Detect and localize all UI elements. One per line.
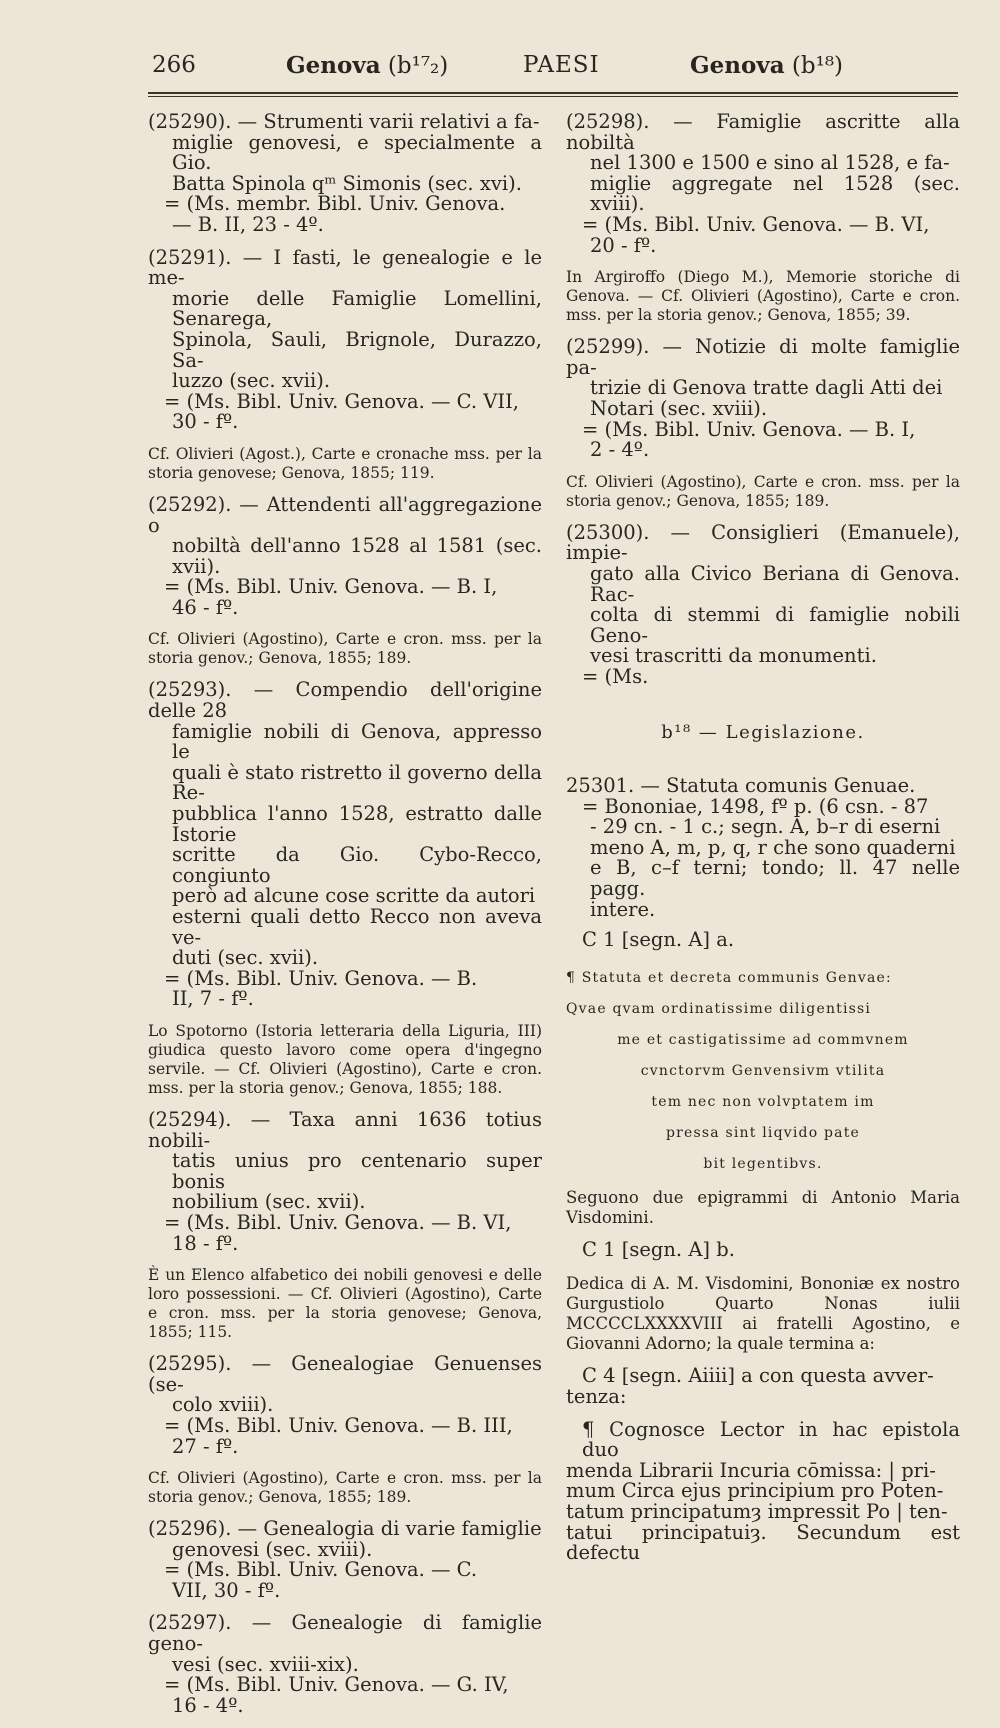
cognosce-quote: [566, 1417, 960, 1565]
entry-line: famiglie nobili di Genova, appresso le: [172, 719, 542, 764]
entry-line: miglie genovesi, e specialmente a Gio.: [172, 130, 542, 175]
entry-line: — B. II, 23 - 4º.: [172, 212, 324, 236]
entry-line: colo xviii).: [172, 1393, 274, 1417]
entry-line: nobiltà dell'anno 1528 al 1581 (sec. xvii).: [172, 534, 542, 578]
entry-line: tatum principatumȝ impressit Po | ten-: [566, 1499, 948, 1523]
entry-line: 46 - fº.: [172, 595, 239, 619]
entry-25292: [148, 492, 542, 619]
entry-line: 2 - 4º.: [590, 438, 650, 462]
entry-line: (25293). — Compendio dell'origine delle 28: [148, 678, 542, 723]
entry-25301: [566, 776, 960, 951]
entry-line: 25301. — Statuta comunis Genuae.: [566, 774, 916, 798]
title-line: ¶ Statuta et decreta communis Genvae:: [566, 969, 892, 986]
entry-line: pubblica l'anno 1528, estratto dalle Istorie: [172, 802, 542, 846]
entry-line: luzzo (sec. xvii).: [172, 369, 331, 393]
entry-line: = (Ms. Bibl. Univ. Genova. — B. I,: [164, 575, 498, 599]
entry-line: (25290). — Strumenti varii relativi a fa-: [148, 110, 540, 133]
entry-line: meno A, m, p, q, r che sono quaderni: [590, 835, 956, 859]
collation-c4: [566, 1366, 960, 1407]
entry-25300: [566, 520, 960, 688]
entry-line: VII, 30 - fº.: [172, 1578, 281, 1602]
entry-line: scritte da Gio. Cybo-Recco, congiunto: [172, 843, 542, 887]
epigrammi-note: Seguono due epigrammi di Antonio Maria Visdomini.: [566, 1187, 960, 1227]
entry-line: duti (sec. xvii).: [172, 946, 319, 970]
entry-line: (25300). — Consiglieri (Emanuele), impie-: [566, 520, 960, 565]
section-heading: b¹⁸ — Legislazione.: [661, 722, 865, 744]
entry-line: = (Ms. Bibl. Univ. Genova. — B. III,: [164, 1413, 513, 1437]
collation-line: C 1 [segn. A] b.: [582, 1237, 735, 1261]
header-left-title: Genova (b¹⁷₂): [286, 52, 449, 79]
entry-line: esterni quali detto Recco non aveva ve-: [172, 905, 542, 949]
title-line: tem nec non volvptatem im: [651, 1093, 875, 1110]
page-number: 266: [152, 52, 196, 78]
title-line: bit legentibvs.: [703, 1155, 823, 1172]
entry-line: Spinola, Sauli, Brignole, Durazzo, Sa-: [172, 327, 542, 372]
title-line: cvnctorvm Genvensivm vtilita: [640, 1062, 886, 1079]
left-column: [148, 112, 542, 1728]
dedica-note: Dedica di A. M. Visdomini, Bononiæ ex nostro Gurgustiolo Quarto Nonas iulii MCCCCLXXXXVIII ai fratelli Agostino, e Giovanni Adorno; la quale termina a:: [566, 1274, 960, 1354]
entry-line: = (Ms. Bibl. Univ. Genova. — G. IV,: [164, 1673, 509, 1697]
entry-line: - 29 cn. - 1 c.; segn. A, b–r di eserni: [590, 815, 941, 839]
entry-line: (25297). — Genealogie di famiglie geno-: [148, 1611, 542, 1656]
header-rule: [148, 92, 958, 97]
entry-line: però ad alcune cose scritte da autori: [172, 884, 536, 908]
entry-line: 30 - fº.: [172, 410, 239, 434]
title-line: Qvae qvam ordinatissime diligentissi: [566, 1000, 872, 1017]
entry-line: = (Ms. Bibl. Univ. Genova. — C. VII,: [164, 389, 519, 413]
entry-line: nobilium (sec. xvii).: [172, 1190, 366, 1214]
entry-line: ¶ Cognosce Lector in hac epistola duo: [582, 1417, 960, 1462]
entry-line: Notari (sec. xviii).: [590, 396, 768, 420]
entry-note: Lo Spotorno (Istoria letteraria della Liguria, III) giudica questo lavoro come opera d'ingegno servile. — Cf. Olivieri (Agostino), Carte e cron. mss. per la storia genov.; Genova, 1855; 188.: [148, 1021, 542, 1097]
entry-line: genovesi (sec. xviii).: [172, 1537, 373, 1561]
entry-note: Cf. Olivieri (Agostino), Carte e cron. mss. per la storia genov.; Genova, 1855; 189.: [566, 472, 960, 510]
entry-line: (25291). — I fasti, le genealogie e le me-: [148, 245, 542, 290]
entry-line: II, 7 - fº.: [172, 987, 254, 1011]
entry-line: Batta Spinola qᵐ Simonis (sec. xvi).: [172, 171, 522, 195]
entry-line: (25296). — Genealogia di varie famiglie: [148, 1517, 542, 1541]
entry-line: 16 - 4º.: [172, 1693, 244, 1717]
entry-line: 18 - fº.: [172, 1231, 239, 1255]
title-line: me et castigatissime ad commvnem: [617, 1031, 909, 1048]
entry-line: colta di stemmi di famiglie nobili Geno-: [590, 603, 960, 647]
entry-line: = (Ms. membr. Bibl. Univ. Genova.: [164, 192, 506, 216]
entry-line: morie delle Famiglie Lomellini, Senarega,: [172, 286, 542, 331]
entry-25297: [148, 1613, 542, 1716]
entry-line: (25299). — Notizie di molte famiglie pa-: [566, 335, 960, 379]
entry-line: (25295). — Genealogiae Genuenses (se-: [148, 1352, 542, 1396]
entry-note: Cf. Olivieri (Agostino), Carte e cron. mss. per la storia genov.; Genova, 1855; 189.: [148, 630, 542, 668]
collation-line: C 1 [segn. A] a.: [582, 928, 735, 952]
entry-25293: [148, 680, 542, 1010]
entry-25290: [148, 112, 542, 236]
entry-line: (25298). — Famiglie ascritte alla nobiltà: [566, 110, 960, 154]
entry-line: tatis unius pro centenario super bonis: [172, 1149, 542, 1193]
incunable-title: [566, 963, 960, 1180]
entry-line: = (Ms. Bibl. Univ. Genova. — C.: [164, 1558, 478, 1582]
entry-line: C 4 [segn. Aiiii] a con questa avver-: [582, 1364, 934, 1388]
entry-line: nel 1300 e 1500 e sino al 1528, e fa-: [590, 151, 950, 175]
header-right-title: Genova (b¹⁸): [690, 52, 844, 79]
entry-line: quali è stato ristretto il governo della Re-: [172, 760, 542, 805]
entry-line: = (Ms. Bibl. Univ. Genova. — B. VI,: [582, 212, 930, 236]
entry-line: trizie di Genova tratte dagli Atti dei: [590, 376, 943, 400]
entry-25299: [566, 337, 960, 461]
entry-line: vesi (sec. xviii-xix).: [172, 1652, 359, 1676]
entry-line: vesi trascritti da monumenti.: [590, 644, 877, 668]
entry-line: = Bononiae, 1498, fº p. (6 csn. - 87: [582, 794, 929, 818]
entry-line: gato alla Civico Beriana di Genova. Rac-: [590, 561, 960, 606]
entry-line: miglie aggregate nel 1528 (sec. xviii).: [590, 171, 960, 216]
right-column: [566, 112, 960, 1576]
entry-line: (25294). — Taxa anni 1636 totius nobili-: [148, 1107, 542, 1152]
title-line: pressa sint liqvido pate: [665, 1124, 861, 1141]
entry-line: = (Ms. Bibl. Univ. Genova. — B. I,: [582, 417, 916, 441]
entry-25294: [148, 1107, 542, 1255]
entry-line: (25292). — Attendenti all'aggregazione o: [148, 492, 542, 537]
entry-note: Cf. Olivieri (Agostino), Carte e cron. mss. per la storia genov.; Genova, 1855; 189.: [148, 1469, 542, 1507]
entry-line: tatui principatuiȝ. Secundum est defectu: [566, 1520, 960, 1565]
running-header: [148, 52, 958, 86]
entry-line: = (Ms.: [582, 664, 649, 688]
entry-line: = (Ms. Bibl. Univ. Genova. — B.: [164, 966, 478, 990]
entry-line: tenza:: [566, 1385, 627, 1408]
entry-note: È un Elenco alfabetico dei nobili genovesi e delle loro possessioni. — Cf. Olivieri (Agostino), Carte e cron. mss. per la storia genovese; Genova, 1855; 115.: [148, 1266, 542, 1342]
entry-line: intere.: [590, 897, 656, 921]
entry-25296: [148, 1519, 542, 1601]
entry-line: 27 - fº.: [172, 1434, 239, 1458]
entry-line: mum Circa ejus principium pro Poten-: [566, 1479, 944, 1503]
header-center-title: PAESI: [523, 52, 600, 78]
entry-note: Cf. Olivieri (Agost.), Carte e cronache mss. per la storia genovese; Genova, 1855; 119.: [148, 444, 542, 482]
entry-line: = (Ms. Bibl. Univ. Genova. — B. VI,: [164, 1210, 512, 1234]
entry-25295: [148, 1354, 542, 1457]
entry-line: 20 - fº.: [590, 233, 657, 257]
entry-25291: [148, 245, 542, 434]
entry-25298: [566, 112, 960, 256]
entry-note: In Argiroffo (Diego M.), Memorie storiche di Genova. — Cf. Olivieri (Agostino), Carte e cron. mss. per la storia genov.; Genova, 1855; 39.: [566, 268, 960, 325]
entry-line: menda Librarii Incuria cōmissa: | pri-: [566, 1458, 936, 1482]
entry-line: e B, c–f terni; tondo; ll. 47 nelle pagg.: [590, 856, 960, 901]
